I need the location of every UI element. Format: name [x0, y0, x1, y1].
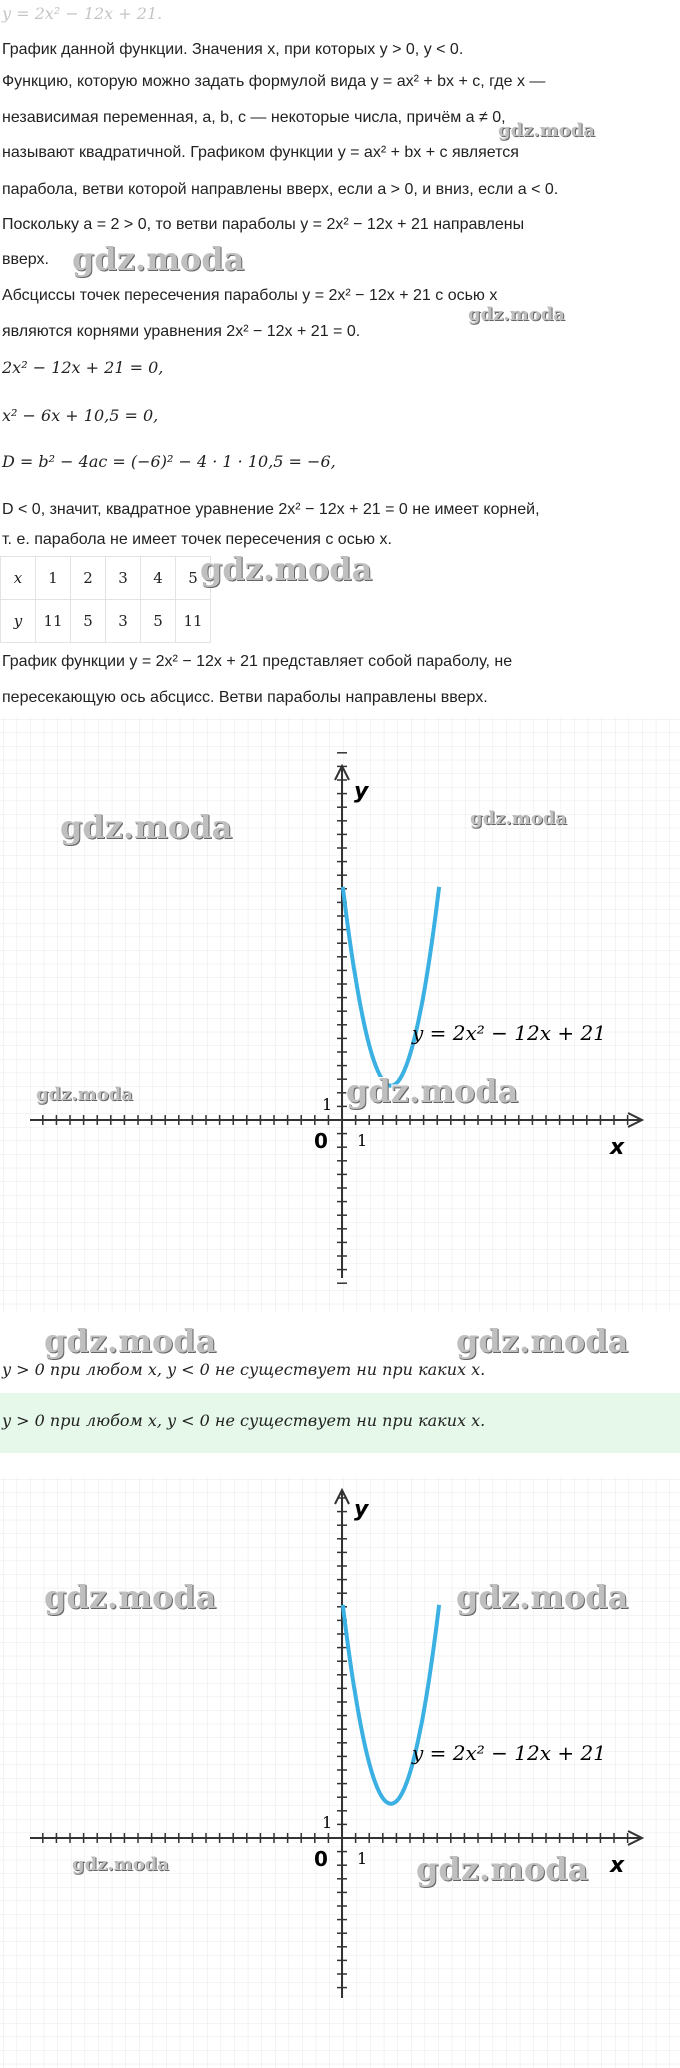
unit-x-label: 1: [357, 1131, 368, 1150]
watermark: gdz.moda: [44, 1322, 217, 1360]
origin-label: 0: [314, 1129, 328, 1153]
unit-x-label: 1: [357, 1849, 368, 1868]
table-cell: 11: [36, 600, 71, 643]
y-axis-label: y: [354, 1497, 369, 1522]
answer-box: [0, 1393, 680, 1453]
watermark: gdz.moda: [346, 1072, 519, 1110]
watermark: gdz.moda: [72, 240, 245, 278]
watermark: gdz.moda: [468, 304, 565, 325]
table-row: [1, 600, 211, 643]
values-table: [0, 556, 211, 643]
watermark: gdz.moda: [36, 1084, 133, 1105]
watermark: gdz.moda: [60, 808, 233, 846]
x-axis-label: x: [610, 1135, 625, 1160]
text-line-12: График функции y = 2x² − 12x + 21 представляет собой параболу, не: [2, 653, 513, 670]
text-line-10: D < 0, значит, квадратное уравнение 2x² − 12x + 21 = 0 не имеет корней,: [2, 501, 540, 518]
text-line-9: являются корнями уравнения 2x² − 12x + 21 = 0.: [2, 323, 361, 340]
unit-y-label: 1: [322, 1813, 333, 1832]
text-line-7: вверх.: [2, 251, 49, 268]
unit-y-label: 1: [322, 1095, 333, 1114]
table-cell: 3: [106, 600, 141, 643]
text-line-4: называют квадратичной. Графиком функции y = ax² + bx + c является: [2, 144, 519, 161]
text-line-5: парабола, ветви которой направлены вверх, если a > 0, и вниз, если a < 0.: [2, 181, 559, 198]
equation-discriminant: D = b² − 4ac = (−6)² − 4 · 1 · 10,5 = −6,: [2, 452, 336, 471]
origin-label: 0: [314, 1847, 328, 1871]
table-cell: 5: [141, 600, 176, 643]
parabola-graph-2: [0, 1478, 680, 2068]
table-cell: 3: [106, 557, 141, 600]
table-cell: 11: [176, 600, 211, 643]
text-line-6: Поскольку a = 2 > 0, то ветви параболы y = 2x² − 12x + 21 направлены: [2, 216, 525, 233]
watermark: gdz.moda: [456, 1578, 629, 1616]
watermark: gdz.moda: [200, 550, 373, 588]
result-line: y > 0 при любом x, y < 0 не существует ни при каких x.: [2, 1360, 486, 1379]
curve-label: y = 2x² − 12x + 21: [412, 1021, 606, 1045]
top-formula: y = 2x² − 12x + 21.: [2, 4, 163, 23]
table-header-x: x: [1, 557, 36, 600]
watermark: gdz.moda: [44, 1578, 217, 1616]
watermark: gdz.moda: [416, 1850, 589, 1888]
text-line-13: пересекающую ось абсцисс. Ветви параболы направлены вверх.: [2, 689, 488, 706]
curve-label: y = 2x² − 12x + 21: [412, 1741, 606, 1765]
watermark: gdz.moda: [470, 808, 567, 829]
table-row: [1, 557, 211, 600]
x-axis-label: x: [610, 1853, 625, 1878]
table-cell: 5: [176, 557, 211, 600]
text-line-2: Функцию, которую можно задать формулой вида y = ax² + bx + c, где x —: [2, 73, 546, 90]
answer-text: y > 0 при любом x, y < 0 не существует ни при каких x.: [2, 1411, 486, 1430]
watermark: gdz.moda: [72, 1854, 169, 1875]
text-line-1: График данной функции. Значения x, при которых y > 0, y < 0.: [2, 41, 464, 58]
watermark: gdz.moda: [498, 120, 595, 141]
text-line-3: независимая переменная, a, b, c — некоторые числа, причём a ≠ 0,: [2, 109, 506, 126]
text-line-8: Абсциссы точек пересечения параболы y = 2x² − 12x + 21 с осью x: [2, 287, 498, 304]
watermark: gdz.moda: [456, 1322, 629, 1360]
table-cell: 2: [71, 557, 106, 600]
equation-1: 2x² − 12x + 21 = 0,: [2, 358, 164, 377]
table-cell: 1: [36, 557, 71, 600]
table-cell: 4: [141, 557, 176, 600]
equation-2: x² − 6x + 10,5 = 0,: [2, 406, 159, 425]
table-header-y: y: [1, 600, 36, 643]
text-line-11: т. е. парабола не имеет точек пересечения с осью x.: [2, 531, 392, 548]
y-axis-label: y: [354, 779, 369, 804]
table-cell: 5: [71, 600, 106, 643]
